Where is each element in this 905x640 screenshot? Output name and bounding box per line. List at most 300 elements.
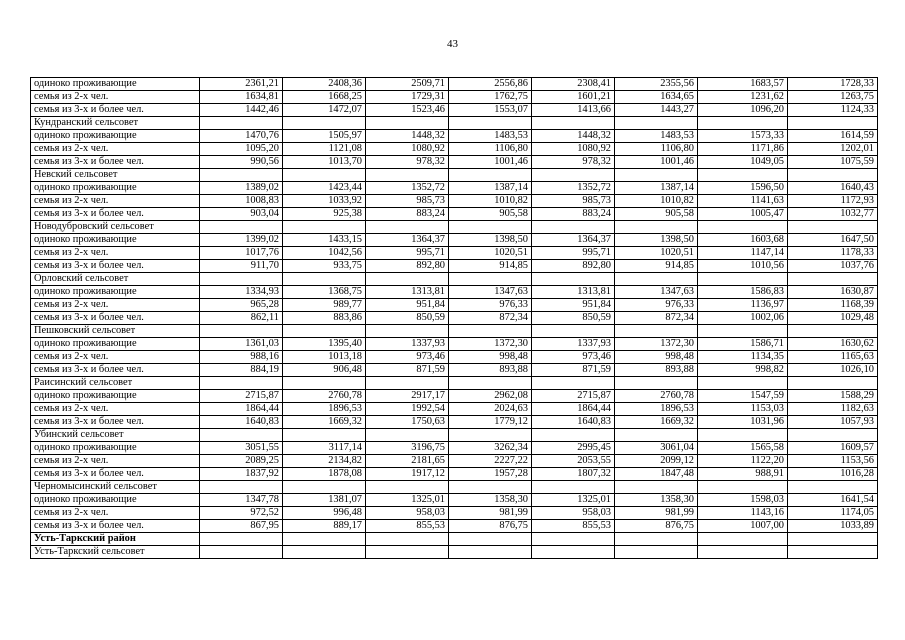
value-cell: 1603,68 bbox=[698, 234, 788, 247]
value-cell: 2760,78 bbox=[283, 390, 366, 403]
value-cell bbox=[449, 169, 532, 182]
value-cell: 1263,75 bbox=[788, 91, 878, 104]
value-cell: 1762,75 bbox=[449, 91, 532, 104]
table-row bbox=[31, 546, 878, 559]
value-cell bbox=[449, 546, 532, 559]
value-cell: 1372,30 bbox=[449, 338, 532, 351]
row-label: одиноко проживающие bbox=[31, 338, 200, 351]
value-cell: 1165,63 bbox=[788, 351, 878, 364]
row-label: семья из 3-х и более чел. bbox=[31, 104, 200, 117]
value-cell: 925,38 bbox=[283, 208, 366, 221]
value-cell bbox=[698, 481, 788, 494]
value-cell: 1640,43 bbox=[788, 182, 878, 195]
table-row bbox=[31, 247, 878, 260]
value-cell: 1121,08 bbox=[283, 143, 366, 156]
value-cell: 1001,46 bbox=[615, 156, 698, 169]
value-cell: 1668,25 bbox=[283, 91, 366, 104]
value-cell bbox=[698, 273, 788, 286]
value-cell: 1037,76 bbox=[788, 260, 878, 273]
value-cell bbox=[532, 169, 615, 182]
row-label: семья из 2-х чел. bbox=[31, 351, 200, 364]
value-cell: 1565,58 bbox=[698, 442, 788, 455]
table-row bbox=[31, 351, 878, 364]
value-cell: 1202,01 bbox=[788, 143, 878, 156]
section-heading: Убинский сельсовет bbox=[31, 429, 200, 442]
value-cell: 973,46 bbox=[366, 351, 449, 364]
value-cell: 998,48 bbox=[615, 351, 698, 364]
value-cell: 1174,05 bbox=[788, 507, 878, 520]
value-cell: 2227,22 bbox=[449, 455, 532, 468]
value-cell: 1878,08 bbox=[283, 468, 366, 481]
value-cell: 1448,32 bbox=[532, 130, 615, 143]
value-cell: 965,28 bbox=[200, 299, 283, 312]
value-cell: 884,19 bbox=[200, 364, 283, 377]
value-cell bbox=[283, 325, 366, 338]
value-cell: 1573,33 bbox=[698, 130, 788, 143]
value-cell bbox=[366, 169, 449, 182]
value-cell: 951,84 bbox=[532, 299, 615, 312]
value-cell: 2715,87 bbox=[200, 390, 283, 403]
value-cell: 1020,51 bbox=[615, 247, 698, 260]
value-cell: 996,48 bbox=[283, 507, 366, 520]
value-cell: 1124,33 bbox=[788, 104, 878, 117]
row-label: семья из 2-х чел. bbox=[31, 403, 200, 416]
table-row bbox=[31, 312, 878, 325]
value-cell: 883,86 bbox=[283, 312, 366, 325]
row-label: семья из 3-х и более чел. bbox=[31, 520, 200, 533]
value-cell: 1399,02 bbox=[200, 234, 283, 247]
value-cell: 2099,12 bbox=[615, 455, 698, 468]
table-row bbox=[31, 507, 878, 520]
value-cell bbox=[200, 533, 283, 546]
table-row bbox=[31, 286, 878, 299]
value-cell: 1364,37 bbox=[532, 234, 615, 247]
value-cell: 1372,30 bbox=[615, 338, 698, 351]
section-heading-row bbox=[31, 533, 878, 546]
value-cell bbox=[532, 325, 615, 338]
value-cell bbox=[788, 377, 878, 390]
value-cell: 1029,48 bbox=[788, 312, 878, 325]
value-cell: 876,75 bbox=[615, 520, 698, 533]
value-cell: 981,99 bbox=[449, 507, 532, 520]
table-row bbox=[31, 403, 878, 416]
value-cell bbox=[366, 221, 449, 234]
value-cell bbox=[615, 273, 698, 286]
value-cell: 1837,92 bbox=[200, 468, 283, 481]
row-label: семья из 3-х и более чел. bbox=[31, 468, 200, 481]
value-cell: 1598,03 bbox=[698, 494, 788, 507]
value-cell: 1080,92 bbox=[366, 143, 449, 156]
value-cell bbox=[366, 377, 449, 390]
value-cell: 1917,12 bbox=[366, 468, 449, 481]
value-cell: 1182,63 bbox=[788, 403, 878, 416]
value-cell: 1231,62 bbox=[698, 91, 788, 104]
row-label: семья из 2-х чел. bbox=[31, 247, 200, 260]
value-cell: 883,24 bbox=[366, 208, 449, 221]
row-label: семья из 2-х чел. bbox=[31, 195, 200, 208]
row-label: одиноко проживающие bbox=[31, 494, 200, 507]
value-cell: 2962,08 bbox=[449, 390, 532, 403]
value-cell: 1334,93 bbox=[200, 286, 283, 299]
value-cell bbox=[283, 546, 366, 559]
value-cell: 1143,16 bbox=[698, 507, 788, 520]
value-cell: 1106,80 bbox=[449, 143, 532, 156]
value-cell bbox=[283, 377, 366, 390]
section-heading: Орловский сельсовет bbox=[31, 273, 200, 286]
value-cell bbox=[200, 273, 283, 286]
table-row bbox=[31, 364, 878, 377]
section-heading-row bbox=[31, 429, 878, 442]
value-cell: 1057,93 bbox=[788, 416, 878, 429]
value-cell: 883,24 bbox=[532, 208, 615, 221]
value-cell bbox=[615, 221, 698, 234]
value-cell: 1669,32 bbox=[283, 416, 366, 429]
value-cell: 1483,53 bbox=[615, 130, 698, 143]
value-cell: 855,53 bbox=[366, 520, 449, 533]
value-cell: 2024,63 bbox=[449, 403, 532, 416]
value-cell: 1358,30 bbox=[615, 494, 698, 507]
row-label: семья из 3-х и более чел. bbox=[31, 416, 200, 429]
row-label: одиноко проживающие bbox=[31, 286, 200, 299]
row-label: семья из 3-х и более чел. bbox=[31, 364, 200, 377]
value-cell: 1033,92 bbox=[283, 195, 366, 208]
value-cell: 1032,77 bbox=[788, 208, 878, 221]
value-cell: 2917,17 bbox=[366, 390, 449, 403]
value-cell: 3051,55 bbox=[200, 442, 283, 455]
value-cell: 2053,55 bbox=[532, 455, 615, 468]
row-label: Усть-Таркский сельсовет bbox=[31, 546, 200, 559]
value-cell bbox=[449, 221, 532, 234]
value-cell: 1864,44 bbox=[200, 403, 283, 416]
value-cell: 1010,82 bbox=[615, 195, 698, 208]
value-cell: 1136,97 bbox=[698, 299, 788, 312]
value-cell bbox=[283, 221, 366, 234]
value-cell bbox=[283, 117, 366, 130]
value-cell: 850,59 bbox=[366, 312, 449, 325]
section-heading-row bbox=[31, 273, 878, 286]
value-cell: 862,11 bbox=[200, 312, 283, 325]
value-cell: 1122,20 bbox=[698, 455, 788, 468]
value-cell: 3117,14 bbox=[283, 442, 366, 455]
value-cell: 1750,63 bbox=[366, 416, 449, 429]
row-label: семья из 3-х и более чел. bbox=[31, 208, 200, 221]
value-cell: 1008,83 bbox=[200, 195, 283, 208]
value-cell: 1588,29 bbox=[788, 390, 878, 403]
value-cell: 1017,76 bbox=[200, 247, 283, 260]
row-label: семья из 2-х чел. bbox=[31, 91, 200, 104]
value-cell: 1443,27 bbox=[615, 104, 698, 117]
value-cell: 1896,53 bbox=[615, 403, 698, 416]
value-cell: 914,85 bbox=[449, 260, 532, 273]
value-cell: 1352,72 bbox=[532, 182, 615, 195]
value-cell: 1634,81 bbox=[200, 91, 283, 104]
row-label: семья из 3-х и более чел. bbox=[31, 156, 200, 169]
section-heading-row bbox=[31, 377, 878, 390]
value-cell bbox=[200, 169, 283, 182]
table-row bbox=[31, 156, 878, 169]
row-label: семья из 2-х чел. bbox=[31, 143, 200, 156]
value-cell bbox=[615, 117, 698, 130]
value-cell: 1413,66 bbox=[532, 104, 615, 117]
value-cell: 1896,53 bbox=[283, 403, 366, 416]
value-cell: 1423,44 bbox=[283, 182, 366, 195]
value-cell: 1381,07 bbox=[283, 494, 366, 507]
row-label: семья из 2-х чел. bbox=[31, 455, 200, 468]
value-cell: 998,48 bbox=[449, 351, 532, 364]
table-row bbox=[31, 78, 878, 91]
value-cell: 985,73 bbox=[532, 195, 615, 208]
value-cell: 1010,56 bbox=[698, 260, 788, 273]
value-cell: 1347,78 bbox=[200, 494, 283, 507]
value-cell: 1553,07 bbox=[449, 104, 532, 117]
value-cell bbox=[200, 325, 283, 338]
value-cell: 2361,21 bbox=[200, 78, 283, 91]
value-cell: 1005,47 bbox=[698, 208, 788, 221]
value-cell: 1472,07 bbox=[283, 104, 366, 117]
value-cell: 872,34 bbox=[615, 312, 698, 325]
value-cell bbox=[366, 273, 449, 286]
value-cell: 871,59 bbox=[532, 364, 615, 377]
value-cell: 872,34 bbox=[449, 312, 532, 325]
table-row bbox=[31, 91, 878, 104]
value-cell: 1389,02 bbox=[200, 182, 283, 195]
value-cell: 2181,65 bbox=[366, 455, 449, 468]
value-cell bbox=[698, 325, 788, 338]
value-cell: 1864,44 bbox=[532, 403, 615, 416]
value-cell bbox=[200, 377, 283, 390]
value-cell: 1596,50 bbox=[698, 182, 788, 195]
value-cell: 933,75 bbox=[283, 260, 366, 273]
section-heading-row bbox=[31, 169, 878, 182]
section-heading: Невский сельсовет bbox=[31, 169, 200, 182]
value-cell: 1153,56 bbox=[788, 455, 878, 468]
page-number: 43 bbox=[447, 38, 458, 50]
value-cell bbox=[788, 546, 878, 559]
value-cell: 1361,03 bbox=[200, 338, 283, 351]
value-cell: 1729,31 bbox=[366, 91, 449, 104]
value-cell: 1728,33 bbox=[788, 78, 878, 91]
value-cell bbox=[615, 169, 698, 182]
value-cell: 1640,83 bbox=[532, 416, 615, 429]
value-cell: 1352,72 bbox=[366, 182, 449, 195]
value-cell: 1313,81 bbox=[532, 286, 615, 299]
section-heading: Усть-Таркский район bbox=[31, 533, 200, 546]
table-row bbox=[31, 455, 878, 468]
value-cell: 1095,20 bbox=[200, 143, 283, 156]
section-heading: Новодубровский сельсовет bbox=[31, 221, 200, 234]
value-cell: 1442,46 bbox=[200, 104, 283, 117]
value-cell: 1171,86 bbox=[698, 143, 788, 156]
value-cell: 905,58 bbox=[449, 208, 532, 221]
value-cell: 3262,34 bbox=[449, 442, 532, 455]
value-cell: 1847,48 bbox=[615, 468, 698, 481]
value-cell: 876,75 bbox=[449, 520, 532, 533]
value-cell bbox=[788, 221, 878, 234]
value-cell: 1007,00 bbox=[698, 520, 788, 533]
value-cell: 1172,93 bbox=[788, 195, 878, 208]
value-cell: 1010,82 bbox=[449, 195, 532, 208]
value-cell: 1483,53 bbox=[449, 130, 532, 143]
value-cell: 1313,81 bbox=[366, 286, 449, 299]
value-cell: 958,03 bbox=[366, 507, 449, 520]
value-cell: 1630,87 bbox=[788, 286, 878, 299]
value-cell bbox=[200, 481, 283, 494]
value-cell bbox=[788, 533, 878, 546]
value-cell: 2134,82 bbox=[283, 455, 366, 468]
value-cell: 1647,50 bbox=[788, 234, 878, 247]
value-cell: 2715,87 bbox=[532, 390, 615, 403]
table-row bbox=[31, 130, 878, 143]
value-cell: 2408,36 bbox=[283, 78, 366, 91]
value-cell: 905,58 bbox=[615, 208, 698, 221]
table-row bbox=[31, 442, 878, 455]
row-label: семья из 2-х чел. bbox=[31, 299, 200, 312]
value-cell: 1641,54 bbox=[788, 494, 878, 507]
value-cell bbox=[698, 169, 788, 182]
value-cell bbox=[532, 273, 615, 286]
value-cell: 1992,54 bbox=[366, 403, 449, 416]
value-cell: 1013,18 bbox=[283, 351, 366, 364]
row-label: семья из 3-х и более чел. bbox=[31, 260, 200, 273]
table-row bbox=[31, 182, 878, 195]
value-cell: 1168,39 bbox=[788, 299, 878, 312]
table-row bbox=[31, 104, 878, 117]
value-cell bbox=[200, 117, 283, 130]
value-cell: 988,16 bbox=[200, 351, 283, 364]
value-cell: 958,03 bbox=[532, 507, 615, 520]
value-cell: 1026,10 bbox=[788, 364, 878, 377]
value-cell bbox=[532, 221, 615, 234]
table-row bbox=[31, 195, 878, 208]
value-cell bbox=[788, 429, 878, 442]
value-cell: 1147,14 bbox=[698, 247, 788, 260]
value-cell: 1325,01 bbox=[532, 494, 615, 507]
value-cell: 1337,93 bbox=[366, 338, 449, 351]
value-cell: 1042,56 bbox=[283, 247, 366, 260]
value-cell bbox=[449, 533, 532, 546]
value-cell: 1075,59 bbox=[788, 156, 878, 169]
table-row bbox=[31, 260, 878, 273]
value-cell: 1020,51 bbox=[449, 247, 532, 260]
value-cell: 892,80 bbox=[532, 260, 615, 273]
value-cell: 998,82 bbox=[698, 364, 788, 377]
row-label: одиноко проживающие bbox=[31, 390, 200, 403]
value-cell: 1640,83 bbox=[200, 416, 283, 429]
value-cell bbox=[449, 273, 532, 286]
value-cell: 1096,20 bbox=[698, 104, 788, 117]
value-cell bbox=[698, 221, 788, 234]
value-cell: 3196,75 bbox=[366, 442, 449, 455]
value-cell bbox=[449, 117, 532, 130]
value-cell bbox=[532, 429, 615, 442]
value-cell: 976,33 bbox=[615, 299, 698, 312]
value-cell bbox=[200, 429, 283, 442]
value-cell: 911,70 bbox=[200, 260, 283, 273]
value-cell bbox=[788, 273, 878, 286]
value-cell bbox=[532, 481, 615, 494]
value-cell: 1609,57 bbox=[788, 442, 878, 455]
value-cell: 1153,03 bbox=[698, 403, 788, 416]
row-label: семья из 2-х чел. bbox=[31, 507, 200, 520]
value-cell bbox=[200, 221, 283, 234]
value-cell: 2760,78 bbox=[615, 390, 698, 403]
value-cell bbox=[698, 546, 788, 559]
value-cell: 1031,96 bbox=[698, 416, 788, 429]
value-cell: 1364,37 bbox=[366, 234, 449, 247]
value-cell: 903,04 bbox=[200, 208, 283, 221]
value-cell bbox=[366, 325, 449, 338]
value-cell bbox=[698, 533, 788, 546]
row-label: одиноко проживающие bbox=[31, 442, 200, 455]
table-row bbox=[31, 416, 878, 429]
section-heading: Пешковский сельсовет bbox=[31, 325, 200, 338]
value-cell: 1547,59 bbox=[698, 390, 788, 403]
value-cell: 990,56 bbox=[200, 156, 283, 169]
table-row bbox=[31, 208, 878, 221]
value-cell: 871,59 bbox=[366, 364, 449, 377]
value-cell: 989,77 bbox=[283, 299, 366, 312]
row-label: одиноко проживающие bbox=[31, 78, 200, 91]
value-cell: 1387,14 bbox=[449, 182, 532, 195]
value-cell: 1178,33 bbox=[788, 247, 878, 260]
value-cell bbox=[615, 546, 698, 559]
value-cell: 1325,01 bbox=[366, 494, 449, 507]
value-cell: 2995,45 bbox=[532, 442, 615, 455]
section-heading: Черномысинский сельсовет bbox=[31, 481, 200, 494]
value-cell bbox=[366, 533, 449, 546]
value-cell bbox=[532, 546, 615, 559]
value-cell bbox=[449, 481, 532, 494]
value-cell bbox=[449, 377, 532, 390]
value-cell bbox=[615, 429, 698, 442]
value-cell: 1337,93 bbox=[532, 338, 615, 351]
value-cell: 2308,41 bbox=[532, 78, 615, 91]
row-label: одиноко проживающие bbox=[31, 130, 200, 143]
value-cell: 3061,04 bbox=[615, 442, 698, 455]
value-cell: 1134,35 bbox=[698, 351, 788, 364]
value-cell: 1634,65 bbox=[615, 91, 698, 104]
value-cell bbox=[615, 481, 698, 494]
value-cell bbox=[615, 533, 698, 546]
value-cell: 1683,57 bbox=[698, 78, 788, 91]
value-cell: 1106,80 bbox=[615, 143, 698, 156]
value-cell: 1395,40 bbox=[283, 338, 366, 351]
value-cell: 1387,14 bbox=[615, 182, 698, 195]
value-cell: 1001,46 bbox=[449, 156, 532, 169]
value-cell: 893,88 bbox=[449, 364, 532, 377]
table-body bbox=[31, 78, 878, 559]
value-cell: 973,46 bbox=[532, 351, 615, 364]
value-cell bbox=[283, 169, 366, 182]
table-row bbox=[31, 143, 878, 156]
value-cell bbox=[788, 117, 878, 130]
value-cell: 1398,50 bbox=[615, 234, 698, 247]
value-cell: 1141,63 bbox=[698, 195, 788, 208]
value-cell bbox=[788, 481, 878, 494]
value-cell: 1601,21 bbox=[532, 91, 615, 104]
value-cell bbox=[788, 169, 878, 182]
section-heading-row bbox=[31, 117, 878, 130]
value-cell: 978,32 bbox=[366, 156, 449, 169]
value-cell: 1080,92 bbox=[532, 143, 615, 156]
value-cell: 1049,05 bbox=[698, 156, 788, 169]
value-cell: 1807,32 bbox=[532, 468, 615, 481]
tariff-table bbox=[30, 77, 878, 559]
value-cell: 906,48 bbox=[283, 364, 366, 377]
table-row bbox=[31, 338, 878, 351]
value-cell bbox=[532, 533, 615, 546]
value-cell: 1013,70 bbox=[283, 156, 366, 169]
